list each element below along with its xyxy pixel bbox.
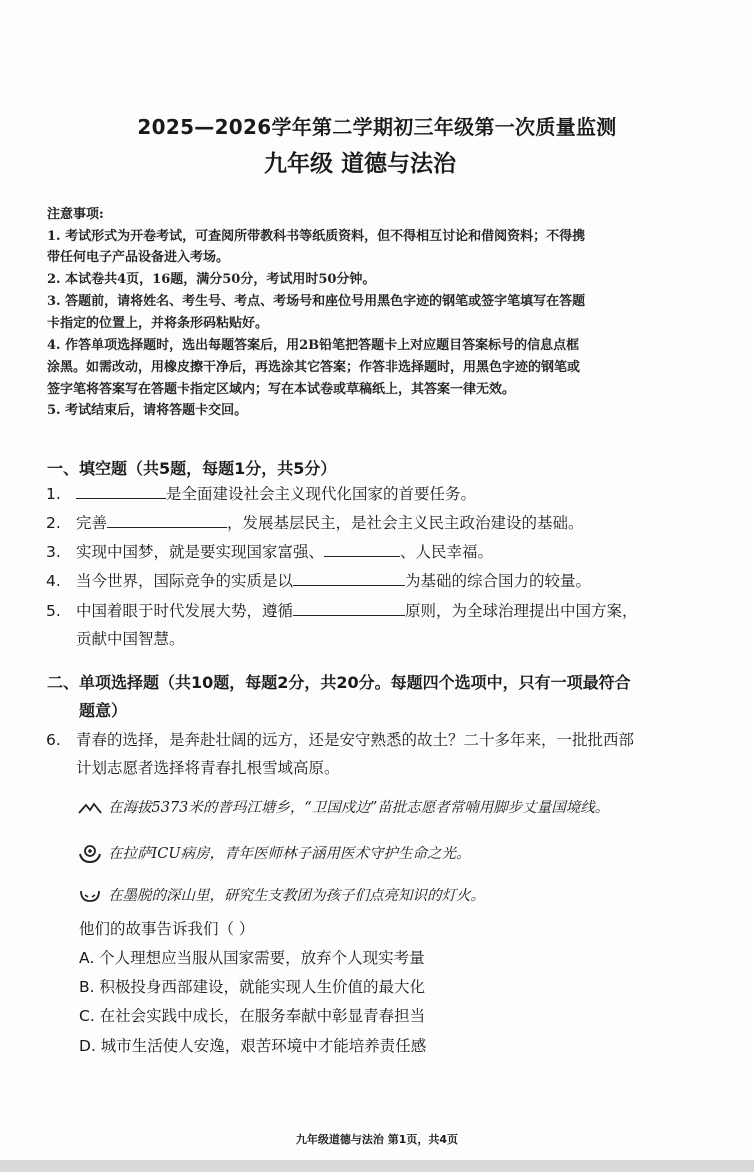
fill-question-5 [46,599,638,623]
option-b[interactable]: B. 积极投身西部建设，就能实现人生价值的最大化 [79,978,425,996]
fill-question-2 [46,511,584,535]
notice-line: 4. 作答单项选择题时，选出每题答案后，用2B铅笔把答题卡上对应题目答案标号的信息点框 [47,338,580,353]
option-a[interactable]: A. 个人理想应当服从国家需要，放弃个人现实考量 [79,949,425,967]
question-number: 3. [46,543,61,561]
notice-line: 带任何电子产品设备进入考场。 [47,250,230,265]
question-number: 5. [46,602,61,620]
notice-line: 1. 考试形式为开卷考试，可查阅所带教科书等纸质资料，但不得相互讨论和借阅资料；不得携 [47,229,586,244]
answer-blank[interactable] [324,542,400,557]
question-text: 青春的选择，是奔赴壮阔的远方，还是安守熟悉的故土？二十多年来，一批批西部 [76,731,635,749]
question-text: 计划志愿者选择将青春扎根雪域高原。 [76,759,340,777]
question-text: 、人民幸福。 [400,543,494,561]
answer-blank[interactable] [76,484,166,499]
question-prompt: 他们的故事告诉我们（ ） [79,920,255,938]
notice-line: 3. 答题前，请将姓名、考生号、考点、考场号和座位号用黑色字迹的钢笔或签字笔填写在答题 [47,294,586,309]
option-d[interactable]: D. 城市生活使人安逸，艰苦环境中才能培养责任感 [79,1037,427,1055]
page-bottom-edge [0,1160,754,1172]
answer-blank[interactable] [107,513,227,528]
section1-heading: 一、填空题（共5题，每题1分，共5分） [47,459,337,478]
question-text: 是全面建设社会主义现代化国家的首要任务。 [166,485,477,503]
notice-line: 5. 考试结束后，请将答题卡交回。 [47,403,248,418]
question-number: 1. [46,485,61,503]
story-item [78,796,609,817]
book-icon [78,887,102,905]
mountain-icon [78,799,102,817]
fill-question-1 [46,482,476,506]
question-number: 4. [46,572,61,590]
story-text: 在墨脱的深山里，研究生支教团为孩子们点亮知识的灯火。 [108,888,485,904]
section2-heading-cont: 题意） [79,701,128,720]
question-text: 完善 [76,514,108,532]
story-text: 在海拔5373米的普玛江塘乡，“卫国戍边”苗批志愿者常喃用脚步丈量国境线。 [108,800,610,816]
question-number: 6. [46,731,61,749]
exam-title: 2025—2026学年第二学期初三年级第一次质量监测 [137,115,617,139]
question-number: 2. [46,514,61,532]
fill-question-3 [46,540,493,564]
medical-hands-icon [78,845,102,863]
answer-blank[interactable] [293,601,405,616]
notice-heading: 注意事项: [47,207,104,222]
page-footer: 九年级道德与法治 第1页，共4页 [295,1133,459,1146]
story-item [78,884,485,905]
notice-line: 签字笔将答案写在答题卡指定区域内；写在本试卷或草稿纸上，其答案一律无效。 [47,382,516,397]
question-text: 贡献中国智慧。 [76,630,185,648]
question-text: 当今世界，国际竞争的实质是以 [76,572,294,590]
option-c[interactable]: C. 在社会实践中成长，在服务奉献中彰显青春担当 [79,1007,426,1025]
question-text: ，发展基层民主，是社会主义民主政治建设的基础。 [227,514,584,532]
exam-subtitle: 九年级 道德与法治 [263,150,456,177]
notice-line: 2. 本试卷共4页，16题，满分50分，考试用时50分钟。 [47,272,376,287]
fill-question-4 [46,569,591,593]
section2-heading: 二、单项选择题（共10题，每题2分，共20分。每题四个选项中，只有一项最符合 [47,673,631,692]
answer-blank[interactable] [293,571,405,586]
notice-line: 卡指定的位置上，并将条形码粘贴好。 [47,316,269,331]
question-text: 原则，为全球治理提出中国方案， [405,602,638,620]
question-text: 实现中国梦，就是要实现国家富强、 [76,543,325,561]
story-item [78,842,471,863]
notice-line: 涂黑。如需改动，用橡皮擦干净后，再选涂其它答案；作答非选择题时，用黑色字迹的钢笔或 [47,360,581,375]
question-text: 中国着眼于时代发展大势，遵循 [76,602,294,620]
story-text: 在拉萨ICU病房，青年医师林子涵用医术守护生命之光。 [108,846,471,862]
choice-question-6 [46,728,634,752]
question-text: 为基础的综合国力的较量。 [405,572,592,590]
